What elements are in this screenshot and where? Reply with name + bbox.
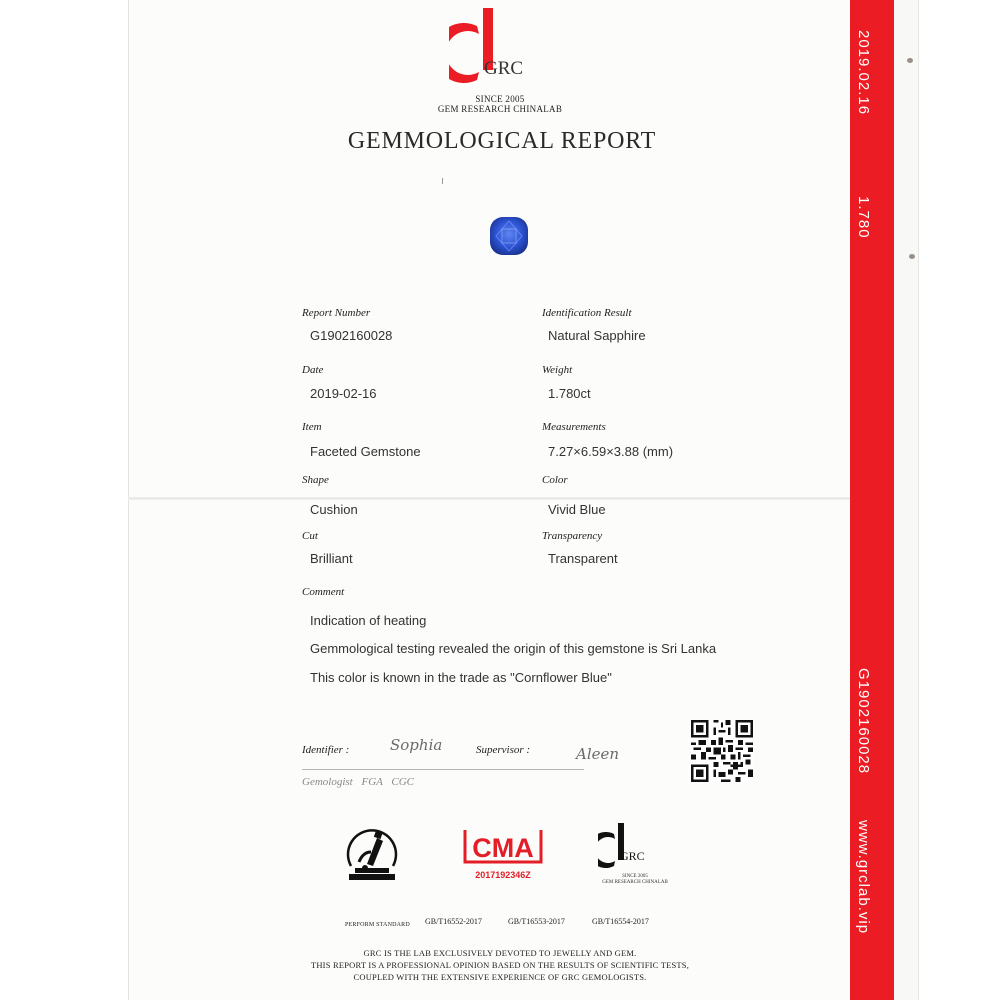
small-since-year: SINCE 2005 bbox=[622, 874, 648, 879]
grc-small-logo-text: GRC bbox=[620, 849, 645, 863]
grc-logo bbox=[449, 8, 539, 94]
comment-label: Comment bbox=[302, 586, 345, 598]
disclaimer-line: GRC IS THE LAB EXCLUSIVELY DEVOTED TO JEWELLY AND GEM. bbox=[363, 948, 637, 958]
strip-report-number: G1902160028 bbox=[855, 668, 872, 775]
identification-value: Natural Sapphire bbox=[548, 328, 646, 343]
perform-standard-label: PERFORM STANDARD bbox=[345, 922, 410, 928]
shape-value: Cushion bbox=[310, 502, 358, 517]
qr-code-icon[interactable] bbox=[691, 720, 753, 782]
identifier-label: Identifier : bbox=[302, 744, 350, 756]
report-title: GEMMOLOGICAL REPORT bbox=[347, 128, 657, 154]
signature-rule bbox=[302, 769, 584, 770]
paper-mark bbox=[442, 178, 443, 184]
standard-item: GB/T16553-2017 bbox=[508, 917, 565, 926]
standard-item: GB/T16554-2017 bbox=[592, 917, 649, 926]
comment-line: This color is known in the trade as "Cornflower Blue" bbox=[310, 670, 612, 685]
standard-item: GB/T16552-2017 bbox=[425, 917, 482, 926]
strip-weight: 1.780 bbox=[855, 196, 872, 239]
cma-seal-icon bbox=[461, 826, 545, 866]
paper-edge bbox=[128, 0, 129, 1000]
lab-since bbox=[430, 94, 570, 114]
item-label: Item bbox=[302, 421, 322, 433]
item-value: Faceted Gemstone bbox=[310, 444, 421, 459]
identifier-signature: Sophia bbox=[390, 736, 443, 754]
strip-website: www.grclab.vip bbox=[855, 820, 872, 935]
right-paper-flap bbox=[894, 0, 919, 1000]
paper-speck bbox=[907, 58, 913, 63]
cma-seal-text: CMA bbox=[472, 833, 534, 863]
small-lab-since bbox=[595, 874, 675, 886]
since-year: SINCE 2005 bbox=[475, 94, 525, 104]
lab-name: GEM RESEARCH CHINALAB bbox=[437, 104, 563, 114]
paper-speck bbox=[909, 254, 915, 259]
supervisor-label: Supervisor : bbox=[476, 744, 531, 756]
cut-label: Cut bbox=[302, 530, 318, 542]
cma-number: 2017192346Z bbox=[475, 870, 531, 880]
transparency-label: Transparency bbox=[542, 530, 603, 542]
date-label: Date bbox=[302, 364, 324, 376]
strip-date: 2019.02.16 bbox=[855, 30, 872, 116]
color-label: Color bbox=[542, 474, 568, 486]
disclaimer-line: COUPLED WITH THE EXTENSIVE EXPERIENCE OF GRC GEMOLOGISTS. bbox=[353, 972, 647, 982]
disclaimer-line: THIS REPORT IS A PROFESSIONAL OPINION BASED ON THE RESULTS OF SCIENTIFIC TESTS, bbox=[310, 960, 690, 970]
small-lab-name: GEM RESEARCH CHINALAB bbox=[602, 880, 668, 885]
identification-label: Identification Result bbox=[542, 307, 632, 319]
transparency-value: Transparent bbox=[548, 551, 618, 566]
grc-small-logo bbox=[598, 822, 658, 874]
cut-value: Brilliant bbox=[310, 551, 353, 566]
report-number-label: Report Number bbox=[302, 307, 371, 319]
comment-line: Gemmological testing revealed the origin of this gemstone is Sri Lanka bbox=[310, 641, 717, 656]
date-value: 2019-02-16 bbox=[310, 386, 377, 401]
report-number-value: G1902160028 bbox=[310, 328, 393, 343]
grc-logo-text: GRC bbox=[484, 58, 524, 79]
weight-label: Weight bbox=[542, 364, 573, 376]
comment-line: Indication of heating bbox=[310, 613, 427, 628]
sapphire-gem-icon bbox=[488, 215, 530, 257]
fold-crease bbox=[128, 497, 850, 500]
microscope-seal-icon bbox=[343, 822, 401, 884]
report-disclaimer bbox=[290, 947, 710, 983]
gemologist-credentials: Gemologist FGA CGC bbox=[302, 776, 415, 788]
supervisor-signature: Aleen bbox=[576, 745, 620, 763]
color-value: Vivid Blue bbox=[548, 502, 606, 517]
weight-value: 1.780ct bbox=[548, 386, 591, 401]
measurements-value: 7.27×6.59×3.88 (mm) bbox=[548, 444, 674, 459]
measurements-label: Measurements bbox=[542, 421, 606, 433]
shape-label: Shape bbox=[302, 474, 329, 486]
